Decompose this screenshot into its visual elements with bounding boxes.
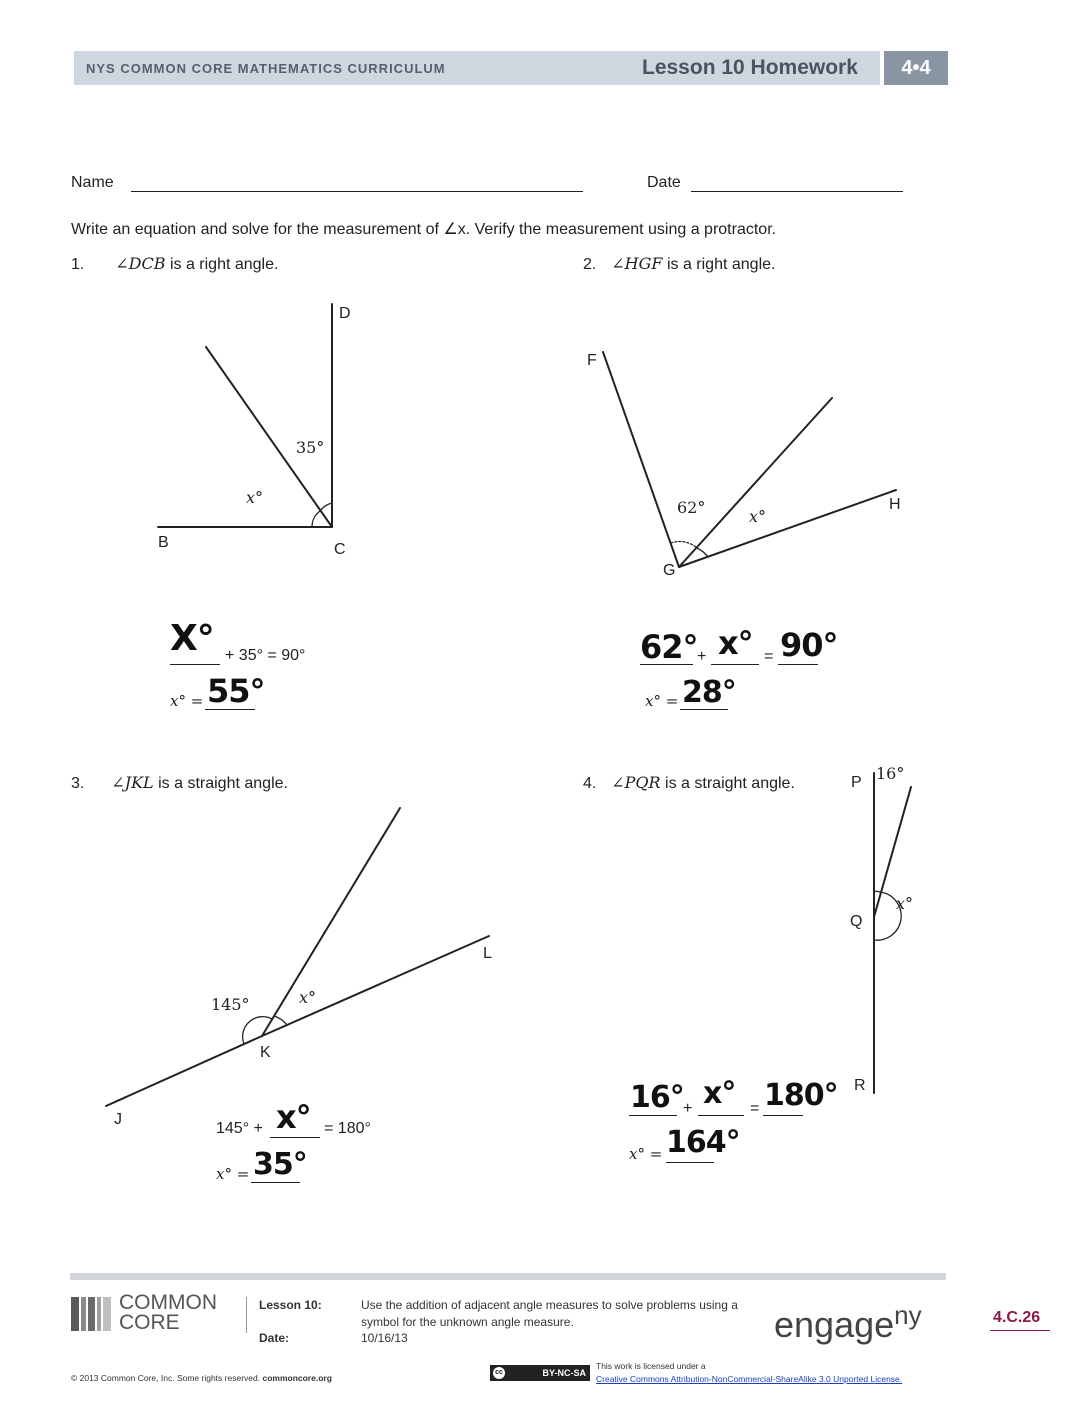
arc-2b — [697, 548, 708, 557]
blank-4c — [763, 1115, 803, 1116]
problem-number: 3. — [71, 775, 85, 792]
logo-line-2: CORE — [119, 1311, 180, 1334]
license-link[interactable]: Creative Commons Attribution-NonCommercial-ShareAlike 3.0 Unported License. — [596, 1374, 903, 1384]
blank-1b — [205, 709, 255, 710]
footer-lesson-label: Lesson 10: — [259, 1298, 322, 1312]
page-code: 4.C.26 — [993, 1309, 1041, 1326]
cc-icon: cc — [493, 1367, 505, 1379]
arc-1b — [320, 503, 332, 511]
handwritten-answer: 28° — [682, 675, 736, 710]
instructions: Write an equation and solve for the measurement of ∠x. Verify the measurement using a protractor. — [71, 221, 777, 238]
equals-sign: = — [764, 648, 774, 665]
label-r: R — [854, 1077, 866, 1094]
footer-divider — [246, 1297, 247, 1333]
equation-tail: + 35° = 90° — [225, 647, 306, 664]
unknown-angle: x° — [896, 894, 914, 913]
grade-module-badge: 4•4 — [884, 51, 948, 85]
label-l: L — [483, 945, 492, 962]
footer-rule — [70, 1273, 946, 1280]
page-code-underline — [990, 1330, 1050, 1331]
plus-sign: + — [683, 1100, 693, 1117]
problem-number: 1. — [71, 256, 85, 273]
handwritten-c: 90° — [780, 626, 838, 664]
label-p: P — [851, 774, 862, 791]
ray-gh — [679, 490, 896, 567]
label-f: F — [587, 352, 597, 369]
ray-kl — [262, 936, 489, 1036]
label-q: Q — [850, 913, 863, 930]
arc-2 — [671, 541, 697, 548]
engageny-logo — [774, 1300, 922, 1346]
angle-name: ∠JKL — [111, 773, 154, 792]
problem-number: 2. — [583, 256, 597, 273]
common-core-wordmark — [119, 1293, 217, 1333]
common-core-logo-icon — [71, 1297, 113, 1331]
ray-gf — [603, 352, 679, 567]
cc-license-badge — [490, 1365, 590, 1381]
angle-name: ∠DCB — [115, 254, 166, 273]
footer-lesson-desc-1: Use the addition of adjacent angle measures to solve problems using a — [361, 1298, 738, 1312]
given-angle: 35° — [296, 438, 325, 457]
ray-middle-1 — [206, 347, 332, 527]
given-angle: 62° — [677, 498, 706, 517]
ray-middle-3 — [262, 808, 400, 1036]
engage-sup: ny — [894, 1300, 922, 1330]
blank-4b — [698, 1115, 744, 1116]
logo-line-1: COMMON — [119, 1291, 217, 1314]
plus-sign: + — [697, 648, 707, 665]
label-h: H — [889, 496, 901, 513]
handwritten-c: 180° — [764, 1078, 838, 1113]
label-b: B — [158, 534, 169, 551]
lesson-title: Lesson 10 Homework — [642, 56, 858, 79]
copyright — [71, 1373, 332, 1383]
copyright-text: © 2013 Common Core, Inc. Some rights reserved. — [71, 1373, 261, 1383]
handwritten-b: x° — [718, 624, 753, 662]
equation-head: 145° + — [216, 1120, 263, 1137]
blank-2b — [711, 664, 759, 665]
ray-kj — [106, 1036, 262, 1106]
handwritten-x: x° — [276, 1098, 311, 1136]
given-angle: 145° — [211, 995, 250, 1014]
blank-2a — [640, 664, 693, 665]
unknown-angle: x° — [749, 507, 767, 526]
ray-middle-2 — [679, 398, 832, 567]
name-label: Name — [71, 174, 114, 191]
handwritten-answer: 35° — [253, 1147, 307, 1182]
equals-sign: = — [750, 1100, 760, 1117]
blank-2d — [680, 709, 728, 710]
handwritten-x: X° — [170, 618, 214, 659]
license-line-1: This work is licensed under a — [596, 1361, 706, 1371]
arc-1 — [312, 511, 320, 527]
answer-prefix: x° = — [645, 692, 679, 710]
engage-text: engage — [774, 1304, 895, 1345]
handwritten-answer: 55° — [207, 672, 265, 710]
problem-number: 4. — [583, 775, 597, 792]
cc-badge-text: BY-NC-SA — [542, 1368, 586, 1378]
blank-3b — [251, 1182, 300, 1183]
label-c: C — [334, 541, 346, 558]
unknown-angle: x° — [246, 488, 264, 507]
footer-date-value: 10/16/13 — [361, 1331, 408, 1345]
copyright-site: commoncore.org — [262, 1373, 332, 1383]
unknown-angle: x° — [299, 988, 317, 1007]
label-g: G — [663, 562, 676, 579]
blank-2c — [778, 664, 818, 665]
blank-3a — [270, 1137, 320, 1138]
handwritten-a: 16° — [630, 1080, 684, 1115]
handwritten-answer: 164° — [666, 1125, 740, 1160]
equation-tail: = 180° — [324, 1120, 371, 1137]
footer-lesson-desc-2: symbol for the unknown angle measure. — [361, 1315, 574, 1329]
statement-text: is a straight angle. — [158, 775, 288, 792]
label-j: J — [114, 1111, 122, 1128]
angle-name: ∠PQR — [611, 773, 661, 792]
arc-3b — [274, 1016, 287, 1025]
date-label: Date — [647, 174, 681, 191]
answer-prefix: x° = — [629, 1145, 663, 1163]
blank-4d — [666, 1162, 714, 1163]
answer-prefix: x° = — [216, 1165, 250, 1183]
handwritten-a: 62° — [640, 628, 698, 666]
given-angle: 16° — [876, 764, 905, 783]
footer-date-label: Date: — [259, 1331, 290, 1345]
handwritten-b: x° — [703, 1076, 736, 1111]
statement-text: is a straight angle. — [665, 775, 795, 792]
statement-text: is a right angle. — [169, 256, 279, 273]
label-d: D — [339, 305, 351, 322]
label-k: K — [260, 1044, 271, 1061]
blank-4a — [629, 1115, 677, 1116]
angle-name: ∠HGF — [611, 254, 663, 273]
blank-1a — [170, 664, 220, 665]
answer-prefix: x° = — [170, 692, 204, 710]
statement-text: is a right angle. — [666, 256, 776, 273]
arc-3 — [243, 1017, 272, 1044]
curriculum-title: NYS COMMON CORE MATHEMATICS CURRICULUM — [86, 61, 446, 76]
